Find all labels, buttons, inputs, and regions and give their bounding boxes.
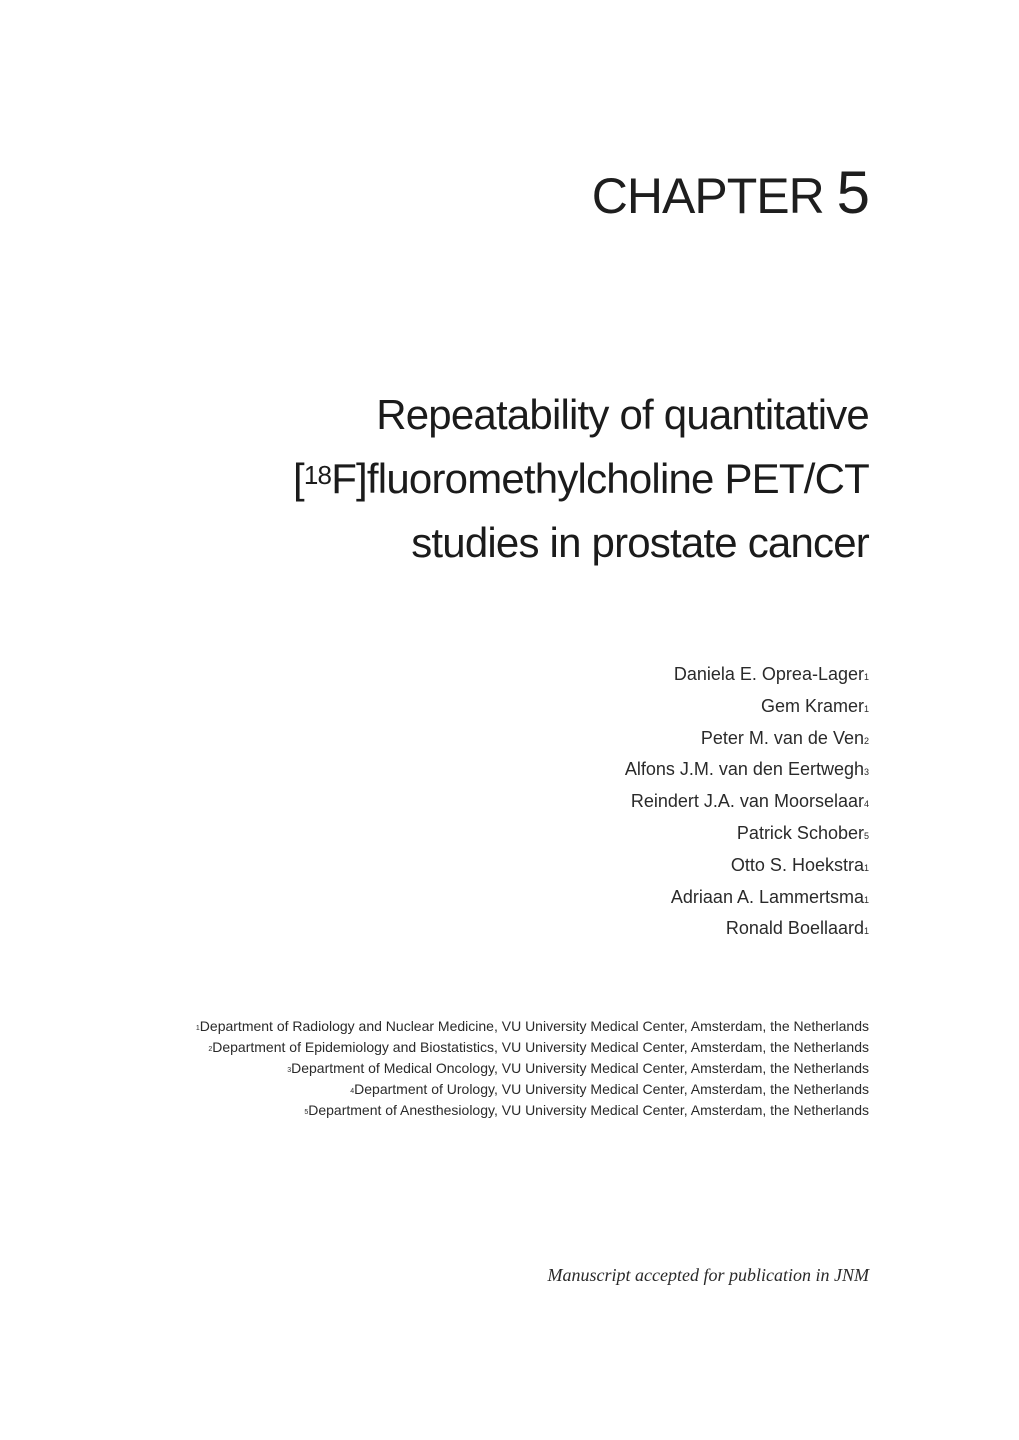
author-affil-marker: 3 xyxy=(863,767,869,778)
affiliation xyxy=(196,1079,869,1100)
affiliation-number: 2 xyxy=(208,1046,213,1053)
author xyxy=(625,882,869,914)
author-affil-marker: 1 xyxy=(863,703,869,714)
author-name: Gem Kramer xyxy=(760,695,864,716)
author xyxy=(625,786,869,818)
affiliation xyxy=(196,1016,869,1037)
author-name: Otto S. Hoekstra xyxy=(730,854,864,875)
chapter-number: 5 xyxy=(836,159,869,226)
author-name: Ronald Boellaard xyxy=(725,918,864,939)
author-name: Peter M. van de Ven xyxy=(700,727,864,748)
affiliation-number: 1 xyxy=(195,1025,200,1032)
author-affil-marker: 1 xyxy=(863,672,869,682)
chapter-label: CHAPTER xyxy=(591,168,824,224)
affiliation-number: 5 xyxy=(304,1109,309,1116)
author-name: Adriaan A. Lammertsma xyxy=(670,886,864,907)
affiliation xyxy=(196,1037,869,1058)
affiliation-text: Department of Radiology and Nuclear Medicine, VU University Medical Center, Amsterdam, the Netherlands xyxy=(199,1018,869,1034)
paper-title xyxy=(293,383,869,575)
author-name: Patrick Schober xyxy=(736,822,864,843)
chapter-heading xyxy=(592,158,869,227)
affiliation-text: Department of Urology, VU University Medical Center, Amsterdam, the Netherlands xyxy=(354,1081,869,1097)
affiliation-text: Department of Epidemiology and Biostatistics, VU University Medical Center, Amsterdam, the Netherlands xyxy=(212,1039,869,1055)
title-line-1: Repeatability of quantitative xyxy=(376,391,869,438)
title-line-3: studies in prostate cancer xyxy=(411,519,869,566)
isotope-superscript: 18 xyxy=(303,460,332,490)
affiliation-list xyxy=(196,1016,869,1121)
author xyxy=(625,913,869,945)
affiliation xyxy=(196,1100,869,1121)
title-bracket: [ xyxy=(293,455,304,502)
affiliation-number: 4 xyxy=(350,1088,355,1095)
author xyxy=(625,754,869,786)
title-compound: F]fluoromethylcholine PET/CT xyxy=(331,455,869,502)
publication-note: Manuscript accepted for publication in JNM xyxy=(547,1265,869,1285)
author-affil-marker: 4 xyxy=(863,799,869,810)
author-affil-marker: 1 xyxy=(863,926,869,937)
author-affil-marker: 1 xyxy=(863,894,869,905)
author xyxy=(625,818,869,850)
affiliation-text: Department of Anesthesiology, VU University Medical Center, Amsterdam, the Netherlands xyxy=(308,1102,869,1118)
affiliation-text: Department of Medical Oncology, VU University Medical Center, Amsterdam, the Netherlands xyxy=(291,1060,869,1076)
author-affil-marker: 5 xyxy=(863,830,869,841)
author xyxy=(625,723,869,755)
author-name: Daniela E. Oprea-Lager xyxy=(673,664,864,684)
author-list xyxy=(625,659,869,945)
author-affil-marker: 1 xyxy=(863,862,869,873)
affiliation-number: 3 xyxy=(287,1067,292,1074)
author-affil-marker: 2 xyxy=(863,735,869,746)
author xyxy=(625,850,869,882)
author xyxy=(625,659,869,691)
author-name: Reindert J.A. van Moorselaar xyxy=(630,791,864,812)
author xyxy=(625,691,869,723)
author-name: Alfons J.M. van den Eertwegh xyxy=(624,759,864,780)
title-line-2 xyxy=(293,447,869,511)
affiliation xyxy=(196,1058,869,1079)
